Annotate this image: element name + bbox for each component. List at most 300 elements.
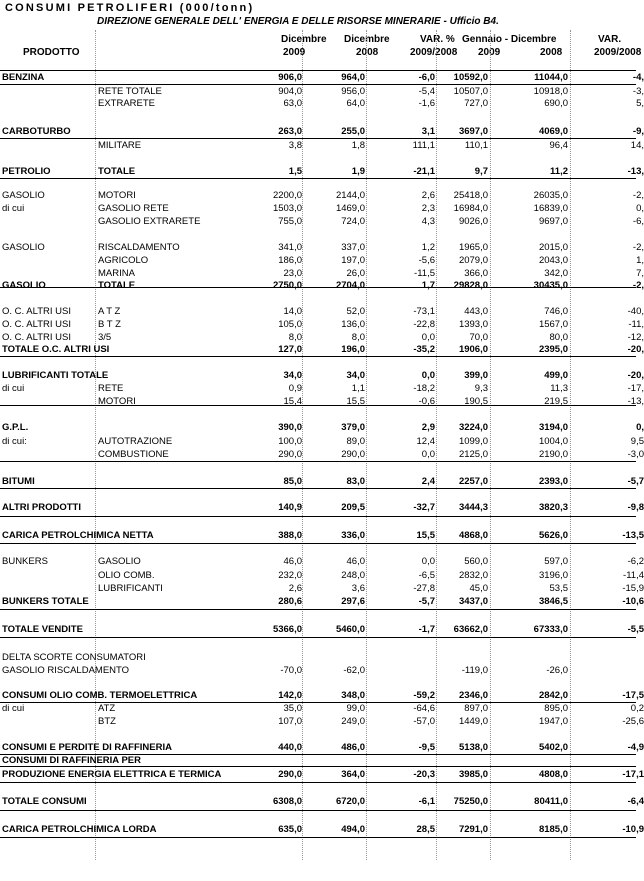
row-value-col-2: 34,0	[346, 370, 365, 381]
row-value-col-1: 635,0	[278, 824, 302, 835]
row-value-col-1: 105,0	[278, 319, 302, 330]
row-value-col-5: 2395,0	[538, 344, 568, 355]
row-value-col-4: 399,0	[464, 370, 488, 381]
header-dic-2009-year: 2009	[283, 47, 306, 58]
table-row	[0, 624, 644, 636]
row-product-label: CONSUMI DI RAFFINERIA PER	[2, 755, 141, 766]
row-value-col-2: 1,9	[351, 166, 365, 177]
row-value-col-6: -3,0	[627, 449, 644, 460]
row-product-label: CONSUMI OLIO COMB. TERMOELETTRICA	[2, 690, 198, 701]
row-value-col-4: 3224,0	[458, 422, 488, 433]
row-value-col-2: 290,0	[341, 449, 365, 460]
row-value-col-4: 4868,0	[458, 530, 488, 541]
row-value-col-1: 1503,0	[272, 203, 302, 214]
row-value-col-5: 895,0	[544, 703, 568, 714]
row-value-col-1: 1,5	[288, 166, 302, 177]
row-value-col-2: 956,0	[341, 86, 365, 97]
row-value-col-5: 219,5	[544, 396, 568, 407]
row-product-label: GASOLIO	[2, 242, 45, 253]
row-value-col-6: 0,2	[630, 703, 644, 714]
table-rule	[0, 488, 636, 489]
row-subcategory-label: MILITARE	[98, 140, 142, 151]
row-value-col-1: 140,9	[278, 502, 302, 513]
row-value-col-4: 29828,0	[453, 280, 488, 291]
row-value-col-1: 14,0	[283, 306, 302, 317]
row-value-col-3: 1,7	[421, 280, 435, 291]
row-value-col-1: 3,8	[288, 140, 302, 151]
row-subcategory-label: MARINA	[98, 268, 135, 279]
table-row	[0, 98, 644, 110]
row-value-col-6: -5,5	[627, 624, 644, 635]
row-value-col-1: 34,0	[283, 370, 302, 381]
row-value-col-2: 5460,0	[335, 624, 365, 635]
table-row	[0, 72, 644, 84]
row-value-col-1: 6308,0	[272, 796, 302, 807]
row-value-col-5: 597,0	[544, 556, 568, 567]
row-value-col-3: -11,5	[414, 268, 435, 279]
row-value-col-5: 342,0	[544, 268, 568, 279]
table-rule	[0, 178, 636, 179]
row-value-col-1: 107,0	[278, 716, 302, 727]
row-value-col-4: 3437,0	[458, 596, 488, 607]
row-value-col-2: 136,0	[341, 319, 365, 330]
table-row	[0, 422, 644, 434]
table-rule	[0, 782, 636, 783]
row-value-col-3: -35,2	[413, 344, 435, 355]
row-product-label: LUBRIFICANTI TOTALE	[2, 370, 109, 381]
row-value-col-4: 1393,0	[458, 319, 488, 330]
row-value-col-2: 15,5	[346, 396, 365, 407]
row-value-col-6: -25,6	[622, 716, 644, 727]
row-value-col-6: -20,	[627, 344, 644, 355]
row-value-col-3: 1,2	[421, 242, 435, 253]
row-product-label: di cui	[2, 383, 25, 394]
row-value-col-2: 364,0	[341, 769, 365, 780]
table-rule	[0, 810, 636, 811]
table-rule	[0, 754, 636, 755]
row-value-col-2: 724,0	[341, 216, 365, 227]
row-value-col-1: 904,0	[278, 86, 302, 97]
row-product-label: ALTRI PRODOTTI	[2, 502, 81, 513]
row-subcategory-label: TOTALE	[98, 280, 136, 291]
table-row	[0, 769, 644, 781]
row-value-col-3: 0,0	[421, 556, 435, 567]
row-subcategory-label: RETE TOTALE	[98, 86, 162, 97]
row-product-label: PRODUZIONE ENERGIA ELETTRICA E TERMICA	[2, 769, 222, 780]
row-product-label: GASOLIO	[2, 280, 46, 291]
row-value-col-5: 1947,0	[538, 716, 568, 727]
row-product-label: PETROLIO	[2, 166, 51, 177]
table-row	[0, 742, 644, 754]
table-rule	[0, 138, 636, 139]
row-value-col-4: 2079,0	[458, 255, 488, 266]
table-row	[0, 383, 644, 395]
row-value-col-3: 2,6	[421, 190, 435, 201]
row-value-col-2: 83,0	[346, 476, 365, 487]
row-value-col-5: 2842,0	[538, 690, 568, 701]
row-value-col-5: 2043,0	[538, 255, 568, 266]
row-value-col-4: 7291,0	[458, 824, 488, 835]
header-var-month-period: 2009/2008	[410, 47, 458, 58]
row-value-col-3: 0,0	[421, 370, 435, 381]
table-rule	[0, 84, 636, 85]
row-value-col-1: 5366,0	[272, 624, 302, 635]
row-product-label: DELTA SCORTE CONSUMATORI	[2, 652, 146, 663]
row-subcategory-label: 3/5	[98, 332, 112, 343]
row-value-col-1: 755,0	[278, 216, 302, 227]
row-value-col-6: -13,	[627, 166, 644, 177]
row-value-col-5: 1567,0	[538, 319, 568, 330]
row-product-label: BITUMI	[2, 476, 35, 487]
row-value-col-4: 1906,0	[458, 344, 488, 355]
row-value-col-2: 6720,0	[335, 796, 365, 807]
table-row	[0, 583, 644, 595]
row-value-col-3: -6,1	[418, 796, 435, 807]
row-subcategory-label: EXTRARETE	[98, 98, 156, 109]
row-value-col-3: -27,8	[413, 583, 435, 594]
header-gen-dic-2009: 2009	[478, 47, 501, 58]
header-var-year: VAR.	[598, 34, 622, 45]
row-value-col-1: 2750,0	[272, 280, 302, 291]
row-value-col-2: 1469,0	[335, 203, 365, 214]
document-title: CONSUMI PETROLIFERI (000/tonn)	[5, 2, 255, 14]
table-row	[0, 824, 644, 836]
table-row	[0, 370, 644, 382]
table-row	[0, 332, 644, 344]
table-row	[0, 476, 644, 488]
row-value-col-5: 80,0	[549, 332, 568, 343]
row-value-col-5: 4069,0	[538, 126, 568, 137]
row-product-label: O. C. ALTRI USI	[2, 306, 71, 317]
row-value-col-6: -15,9	[622, 583, 644, 594]
row-value-col-1: 388,0	[278, 530, 302, 541]
row-value-col-2: 196,0	[341, 344, 365, 355]
row-value-col-6: 9,5	[630, 436, 644, 447]
row-value-col-3: -5,7	[418, 596, 435, 607]
row-value-col-6: -5,7	[627, 476, 644, 487]
row-value-col-6: -9,	[632, 126, 644, 137]
table-row	[0, 203, 644, 215]
row-value-col-2: 1,8	[351, 140, 365, 151]
row-value-col-2: 336,0	[341, 530, 365, 541]
row-value-col-1: 46,0	[283, 556, 302, 567]
table-row	[0, 319, 644, 331]
row-product-label: di cui:	[2, 436, 27, 447]
row-value-col-2: 379,0	[341, 422, 365, 433]
row-value-col-5: 1004,0	[538, 436, 568, 447]
table-row	[0, 344, 644, 356]
row-value-col-1: 290,0	[278, 769, 302, 780]
table-rule	[0, 543, 636, 544]
row-value-col-3: -0,6	[418, 396, 435, 407]
row-value-col-5: 8185,0	[538, 824, 568, 835]
row-value-col-4: 110,1	[464, 140, 488, 151]
row-value-col-5: 3846,5	[538, 596, 568, 607]
row-value-col-6: -10,6	[622, 596, 644, 607]
table-row	[0, 280, 644, 292]
row-value-col-2: 2704,0	[335, 280, 365, 291]
row-value-col-3: -18,2	[413, 383, 435, 394]
row-value-col-4: 63662,0	[453, 624, 488, 635]
table-rule	[0, 287, 636, 288]
header-var-year-period: 2009/2008	[594, 47, 642, 58]
row-value-col-2: 52,0	[346, 306, 365, 317]
row-value-col-4: 1449,0	[458, 716, 488, 727]
row-value-col-4: -119,0	[461, 665, 488, 676]
table-row	[0, 716, 644, 728]
row-value-col-2: 89,0	[346, 436, 365, 447]
row-subcategory-label: ATZ	[98, 703, 116, 714]
row-value-col-4: 10507,0	[453, 86, 488, 97]
row-value-col-4: 366,0	[464, 268, 488, 279]
row-value-col-1: 85,0	[283, 476, 302, 487]
row-value-col-4: 25418,0	[453, 190, 488, 201]
row-value-col-5: 5626,0	[538, 530, 568, 541]
row-value-col-6: -11,4	[623, 570, 644, 581]
row-value-col-5: 80411,0	[534, 796, 568, 807]
row-value-col-3: 12,4	[416, 436, 435, 447]
header-var-month: VAR. %	[420, 34, 455, 45]
row-value-col-3: -73,1	[413, 306, 435, 317]
row-value-col-1: 280,6	[278, 596, 302, 607]
row-value-col-4: 190,5	[464, 396, 488, 407]
row-value-col-1: 142,0	[278, 690, 302, 701]
table-row	[0, 126, 644, 138]
row-value-col-5: 96,4	[549, 140, 568, 151]
table-row	[0, 690, 644, 702]
row-value-col-4: 70,0	[469, 332, 488, 343]
row-value-col-6: -40,	[627, 306, 644, 317]
row-value-col-3: -20,3	[413, 769, 435, 780]
row-value-col-3: 111,1	[412, 140, 435, 151]
row-value-col-1: 63,0	[283, 98, 302, 109]
row-value-col-1: 100,0	[278, 436, 302, 447]
row-value-col-4: 10592,0	[453, 72, 488, 83]
row-value-col-6: 14,	[630, 140, 644, 151]
row-subcategory-label: RETE	[98, 383, 124, 394]
row-value-col-6: -10,9	[622, 824, 644, 835]
row-value-col-6: -6,2	[627, 556, 644, 567]
table-rule	[0, 516, 636, 517]
row-product-label: GASOLIO RISCALDAMENTO	[2, 665, 130, 676]
row-value-col-1: 23,0	[283, 268, 302, 279]
row-product-label: TOTALE O.C. ALTRI USI	[2, 344, 110, 355]
header-dic-2008-month: Dicembre	[344, 34, 390, 45]
row-value-col-2: 3,6	[351, 583, 365, 594]
row-value-col-3: 4,3	[421, 216, 435, 227]
row-value-col-6: -2,	[632, 242, 644, 253]
row-value-col-2: 964,0	[341, 72, 365, 83]
row-product-label: BUNKERS	[2, 556, 48, 567]
row-subcategory-label: GASOLIO EXTRARETE	[98, 216, 201, 227]
table-row	[0, 652, 640, 664]
row-value-col-2: 209,5	[341, 502, 365, 513]
row-product-label: CONSUMI E PERDITE DI RAFFINERIA	[2, 742, 172, 753]
row-value-col-3: 0,0	[421, 332, 435, 343]
row-value-col-5: 3194,0	[538, 422, 568, 433]
table-rule	[0, 702, 636, 703]
row-value-col-2: 8,0	[351, 332, 365, 343]
row-value-col-3: 2,4	[421, 476, 435, 487]
row-value-col-3: -9,5	[418, 742, 435, 753]
table-row	[0, 140, 644, 152]
table-row	[0, 216, 644, 228]
row-value-col-1: 0,9	[288, 383, 302, 394]
table-rule	[0, 356, 636, 357]
row-value-col-3: 2,9	[421, 422, 435, 433]
row-value-col-5: 10918,0	[533, 86, 568, 97]
row-value-col-6: 1,	[636, 255, 644, 266]
row-value-col-5: 2393,0	[538, 476, 568, 487]
row-product-label: GASOLIO	[2, 190, 45, 201]
row-value-col-1: 35,0	[283, 703, 302, 714]
row-value-col-6: 0,	[636, 203, 644, 214]
row-product-label: O. C. ALTRI USI	[2, 332, 71, 343]
table-row	[0, 556, 644, 568]
row-subcategory-label: B T Z	[98, 319, 121, 330]
row-value-col-4: 727,0	[464, 98, 488, 109]
table-row	[0, 449, 644, 461]
row-value-col-4: 3985,0	[458, 769, 488, 780]
row-value-col-6: -4,	[632, 72, 644, 83]
row-value-col-5: 690,0	[544, 98, 568, 109]
row-product-label: TOTALE CONSUMI	[2, 796, 87, 807]
table-row	[0, 530, 644, 542]
row-value-col-2: 255,0	[341, 126, 365, 137]
row-value-col-3: -5,6	[418, 255, 435, 266]
table-row	[0, 570, 644, 582]
row-value-col-3: -59,2	[413, 690, 435, 701]
table-row	[0, 86, 644, 98]
row-value-col-3: 15,5	[416, 530, 435, 541]
row-product-label: CARBOTURBO	[2, 126, 71, 137]
row-value-col-1: 906,0	[278, 72, 302, 83]
header-product: PRODOTTO	[23, 47, 80, 58]
row-product-label: BENZINA	[2, 72, 45, 83]
row-subcategory-label: MOTORI	[98, 190, 136, 201]
row-value-col-2: 248,0	[341, 570, 365, 581]
row-value-col-5: 5402,0	[538, 742, 568, 753]
row-value-col-5: 2190,0	[538, 449, 568, 460]
row-value-col-4: 897,0	[464, 703, 488, 714]
row-subcategory-label: LUBRIFICANTI	[98, 583, 163, 594]
row-value-col-4: 5138,0	[458, 742, 488, 753]
row-value-col-1: 186,0	[278, 255, 302, 266]
row-value-col-5: 4808,0	[538, 769, 568, 780]
table-row	[0, 268, 644, 280]
row-subcategory-label: COMBUSTIONE	[98, 449, 169, 460]
row-value-col-4: 16984,0	[453, 203, 488, 214]
row-value-col-6: -6,	[632, 216, 644, 227]
table-row	[0, 306, 644, 318]
row-value-col-2: 337,0	[341, 242, 365, 253]
table-rule	[0, 837, 636, 838]
row-value-col-3: -1,6	[418, 98, 435, 109]
row-value-col-1: 232,0	[278, 570, 302, 581]
row-value-col-1: 440,0	[278, 742, 302, 753]
row-value-col-1: 127,0	[278, 344, 302, 355]
table-row	[0, 796, 644, 808]
row-subcategory-label: A T Z	[98, 306, 121, 317]
row-value-col-2: 297,6	[341, 596, 365, 607]
row-value-col-6: -17,	[627, 383, 644, 394]
row-value-col-1: 263,0	[278, 126, 302, 137]
row-value-col-4: 1099,0	[458, 436, 488, 447]
row-value-col-2: 26,0	[346, 268, 365, 279]
row-subcategory-label: RISCALDAMENTO	[98, 242, 180, 253]
row-value-col-5: 9697,0	[538, 216, 568, 227]
header-gen-dic: Gennaio - Dicembre	[462, 34, 557, 45]
row-value-col-3: -22,8	[413, 319, 435, 330]
row-value-col-6: 0,	[636, 422, 644, 433]
row-value-col-5: 26035,0	[533, 190, 568, 201]
row-value-col-3: 2,3	[421, 203, 435, 214]
table-row	[0, 596, 644, 608]
row-value-col-4: 443,0	[464, 306, 488, 317]
row-value-col-3: -57,0	[413, 716, 435, 727]
row-value-col-1: 15,4	[283, 396, 302, 407]
row-product-label: TOTALE VENDITE	[2, 624, 83, 635]
row-value-col-6: -13,5	[622, 530, 644, 541]
table-row	[0, 166, 644, 178]
table-rule	[0, 637, 636, 638]
row-value-col-1: -70,0	[280, 665, 302, 676]
row-value-col-6: -9,8	[627, 502, 644, 513]
header-dic-2008-year: 2008	[356, 47, 379, 58]
table-row	[0, 665, 640, 677]
row-value-col-6: -4,9	[627, 742, 644, 753]
table-row	[0, 396, 644, 408]
row-value-col-2: 1,1	[351, 383, 365, 394]
row-product-label: di cui	[2, 203, 25, 214]
row-value-col-2: -62,0	[343, 665, 365, 676]
row-value-col-5: 11,3	[550, 383, 568, 394]
row-value-col-2: 348,0	[341, 690, 365, 701]
row-value-col-2: 2144,0	[335, 190, 365, 201]
row-product-label: BUNKERS TOTALE	[2, 596, 89, 607]
row-value-col-4: 2346,0	[458, 690, 488, 701]
row-value-col-6: 7,	[636, 268, 644, 279]
header-gen-dic-2008: 2008	[540, 47, 563, 58]
row-value-col-5: 11044,0	[534, 72, 568, 83]
row-value-col-5: 3196,0	[538, 570, 568, 581]
header-dic-2009-month: Dicembre	[281, 34, 327, 45]
row-product-label: CARICA PETROLCHIMICA NETTA	[2, 530, 154, 541]
row-value-col-4: 75250,0	[453, 796, 488, 807]
row-value-col-5: 499,0	[544, 370, 568, 381]
table-row	[0, 242, 644, 254]
row-product-label: G.P.L.	[2, 422, 29, 433]
row-value-col-3: -21,1	[413, 166, 435, 177]
row-product-label: CARICA PETROLCHIMICA LORDA	[2, 824, 157, 835]
row-value-col-2: 494,0	[341, 824, 365, 835]
row-value-col-5: 53,5	[549, 583, 568, 594]
row-value-col-5: 30435,0	[533, 280, 568, 291]
row-value-col-1: 390,0	[278, 422, 302, 433]
row-value-col-5: 2015,0	[538, 242, 568, 253]
row-value-col-6: -3,	[632, 86, 644, 97]
row-value-col-2: 486,0	[341, 742, 365, 753]
row-value-col-3: -32,7	[413, 502, 435, 513]
table-row	[0, 255, 644, 267]
row-value-col-6: -13,	[627, 396, 644, 407]
row-subcategory-label: AUTOTRAZIONE	[98, 436, 173, 447]
table-row	[0, 190, 644, 202]
row-value-col-4: 3697,0	[458, 126, 488, 137]
row-value-col-6: -20,	[627, 370, 644, 381]
table-rule	[0, 461, 636, 462]
document-subtitle: DIREZIONE GENERALE DELL' ENERGIA E DELLE RISORSE MINERARIE - Ufficio B4.	[97, 16, 499, 27]
